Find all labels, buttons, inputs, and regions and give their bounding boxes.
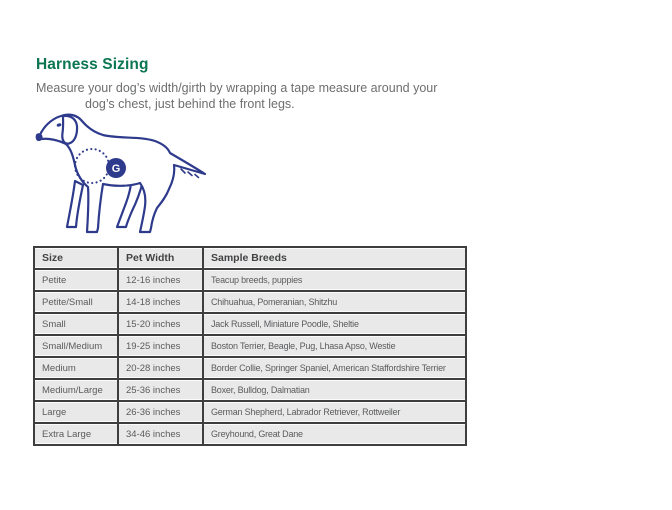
table-row — [34, 335, 466, 357]
cell-pet-width: 26-36 inches — [118, 401, 203, 423]
cell-size: Small/Medium — [34, 335, 118, 357]
cell-sample-breeds: Greyhound, Great Dane — [203, 423, 466, 445]
cell-pet-width: 19-25 inches — [118, 335, 203, 357]
dog-girth-illustration — [35, 111, 220, 239]
instructions-line-1: Measure your dog’s width/girth by wrapping a tape measure around your — [36, 81, 438, 95]
cell-sample-breeds: Chihuahua, Pomeranian, Shitzhu — [203, 291, 466, 313]
cell-sample-breeds: Border Collie, Springer Spaniel, American Staffordshire Terrier — [203, 357, 466, 379]
table-row — [34, 357, 466, 379]
dog-illustration-svg — [35, 111, 220, 239]
header-pet-width: Pet Width — [118, 247, 203, 269]
cell-size: Medium — [34, 357, 118, 379]
cell-size: Petite/Small — [34, 291, 118, 313]
header-size: Size — [34, 247, 118, 269]
cell-size: Large — [34, 401, 118, 423]
table-row — [34, 401, 466, 423]
size-table-header — [34, 247, 466, 269]
cell-sample-breeds: Teacup breeds, puppies — [203, 269, 466, 291]
cell-pet-width: 25-36 inches — [118, 379, 203, 401]
dog-far-front-leg — [67, 181, 83, 227]
header-sample-breeds: Sample Breeds — [203, 247, 466, 269]
cell-sample-breeds: German Shepherd, Labrador Retriever, Rottweiler — [203, 401, 466, 423]
table-row — [34, 269, 466, 291]
cell-size: Petite — [34, 269, 118, 291]
page-title: Harness Sizing — [36, 56, 149, 73]
cell-pet-width: 15-20 inches — [118, 313, 203, 335]
dog-nose — [36, 133, 43, 141]
table-row — [34, 423, 466, 445]
cell-pet-width: 34-46 inches — [118, 423, 203, 445]
instructions-line-2: dog’s chest, just behind the front legs. — [85, 97, 295, 111]
girth-badge-label: G — [111, 163, 121, 176]
harness-size-table — [33, 246, 467, 446]
cell-pet-width: 20-28 inches — [118, 357, 203, 379]
cell-sample-breeds: Boxer, Bulldog, Dalmatian — [203, 379, 466, 401]
cell-size: Medium/Large — [34, 379, 118, 401]
table-row — [34, 313, 466, 335]
cell-pet-width: 12-16 inches — [118, 269, 203, 291]
cell-sample-breeds: Jack Russell, Miniature Poodle, Sheltie — [203, 313, 466, 335]
table-row — [34, 291, 466, 313]
table-row — [34, 379, 466, 401]
cell-pet-width: 14-18 inches — [118, 291, 203, 313]
cell-sample-breeds: Boston Terrier, Beagle, Pug, Lhasa Apso, Westie — [203, 335, 466, 357]
size-table-body — [34, 269, 466, 445]
cell-size: Extra Large — [34, 423, 118, 445]
cell-size: Small — [34, 313, 118, 335]
sizing-instructions — [36, 81, 466, 112]
dog-ear — [62, 116, 77, 144]
